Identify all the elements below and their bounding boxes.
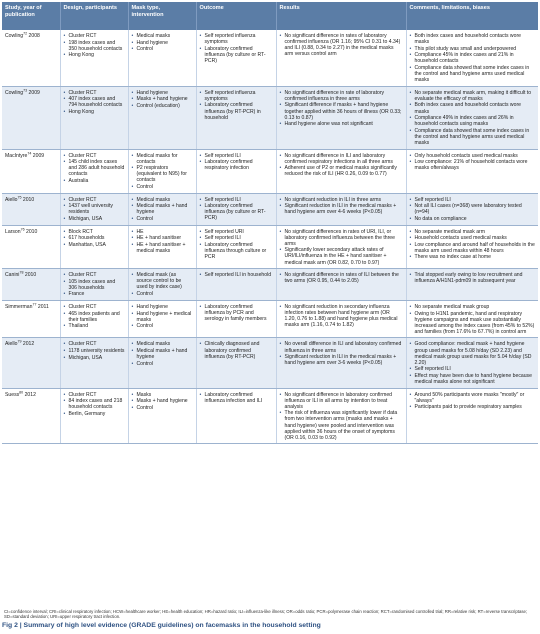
results-item: • No overall difference in ILI and laboratory confirmed influenza in three arms xyxy=(280,341,403,353)
design-item: • 465 index patients and their families xyxy=(64,311,125,323)
comments-cell xyxy=(406,225,538,269)
results-list xyxy=(280,304,403,328)
study-year: 2012 xyxy=(24,391,36,398)
outcome-cell xyxy=(196,300,276,337)
design-item: • Australia xyxy=(64,178,125,184)
mask-type-item: • Control xyxy=(132,184,193,190)
comments-list xyxy=(410,33,536,83)
study-author: Larson xyxy=(5,228,21,235)
mask-type-item: • Medical masks xyxy=(132,341,193,347)
design-list xyxy=(64,392,125,417)
outcome-item: • Laboratory confirmed influenza by PCR and serology in family members xyxy=(200,304,273,322)
mask-type-list xyxy=(132,272,193,297)
comments-list xyxy=(410,392,536,411)
outcome-cell xyxy=(196,388,276,444)
mask-type-item: • Control xyxy=(132,323,193,329)
mask-type-cell xyxy=(128,338,196,388)
reference-number: 76 xyxy=(20,226,25,231)
comments-item: • Compliance data showed that some index cases in the control and hand hygiene arms used medical masks xyxy=(410,128,536,146)
results-list xyxy=(280,197,403,216)
results-list xyxy=(280,392,403,441)
mask-type-item: • Control xyxy=(132,405,193,411)
results-cell xyxy=(276,300,406,337)
mask-type-item: • Masks + hand hygiene xyxy=(132,398,193,404)
mask-type-item: • Control xyxy=(132,46,193,52)
design-item: • Michigan, USA xyxy=(64,216,125,222)
mask-type-cell xyxy=(128,269,196,301)
mask-type-list xyxy=(132,33,193,52)
outcome-list xyxy=(200,341,273,359)
comments-list xyxy=(410,90,536,146)
outcome-list xyxy=(200,197,273,222)
outcome-item: • Self reported ILI xyxy=(200,197,273,203)
design-item: • Hong Kong xyxy=(64,109,125,115)
mask-type-item: • Medical masks xyxy=(132,33,193,39)
comments-item: • There was no index case at home xyxy=(410,254,536,260)
results-item: • Hand hygiene alone was not significant xyxy=(280,121,403,127)
mask-type-list xyxy=(132,341,193,366)
study-year: 2009 xyxy=(28,89,40,96)
design-item: • Cluster RCT xyxy=(64,304,125,310)
outcome-item: • Self reported ILI in household xyxy=(200,272,273,278)
study-author: Suess xyxy=(5,391,20,398)
results-cell xyxy=(276,86,406,149)
mask-type-item: • Hand hygiene + medical masks xyxy=(132,311,193,323)
outcome-item: • Laboratory confirmed influenza through culture or PCR xyxy=(200,242,273,260)
mask-type-item: • HE + hand sanitiser xyxy=(132,235,193,241)
comments-item: • This pilot study was small and underpowered xyxy=(410,46,536,52)
mask-type-item: • HE + hand sanitiser + medical masks xyxy=(132,242,193,254)
design-item: • 617 households xyxy=(64,235,125,241)
results-list xyxy=(280,153,403,178)
results-cell xyxy=(276,225,406,269)
comments-item: • Not all ILI cases (n=368) were laboratory tested (n=94) xyxy=(410,203,536,215)
study-author: MacIntyre xyxy=(5,152,28,159)
mask-type-cell xyxy=(128,300,196,337)
design-cell xyxy=(60,30,128,86)
comments-item: • Self reported ILI xyxy=(410,197,536,203)
mask-type-item: • Medical masks + hand hygiene xyxy=(132,348,193,360)
design-list xyxy=(64,33,125,58)
design-item: • Manhattan, USA xyxy=(64,242,125,248)
comments-list xyxy=(410,341,536,385)
mask-type-list xyxy=(132,197,193,222)
table-row xyxy=(2,225,538,269)
comments-item: • Both index cases and household contacts wore masks xyxy=(410,102,536,114)
comments-item: • Low compliance and around half of households in the masks arm used masks within 48 hours xyxy=(410,242,536,254)
results-item: • No significant difference in ILI and laboratory confirmed respiratory infections in all three arms xyxy=(280,153,403,165)
study-cell xyxy=(2,225,60,269)
study-cell xyxy=(2,193,60,225)
mask-type-item: • HE xyxy=(132,229,193,235)
comments-cell xyxy=(406,86,538,149)
study-year: 2012 xyxy=(22,341,35,348)
design-item: • 407 index cases and 794 household contacts xyxy=(64,96,125,108)
study-year: 2010 xyxy=(24,272,37,279)
column-header: Comments, limitations, biases xyxy=(406,2,538,30)
design-list xyxy=(64,197,125,222)
outcome-item: • Laboratory confirmed influenza (by culture or RT-PCR) xyxy=(200,46,273,64)
results-item: • No significant reduction in ILI in three arms xyxy=(280,197,403,203)
results-item: • No significant difference in rates of ILI between the two arms (OR 0.95, 0.44 to 2.05) xyxy=(280,272,403,284)
design-item: • Michigan, USA xyxy=(64,355,125,361)
column-header: Mask type, intervention xyxy=(128,2,196,30)
outcome-list xyxy=(200,304,273,322)
mask-type-cell xyxy=(128,30,196,86)
study-author: Aiello xyxy=(5,196,18,203)
mask-type-list xyxy=(132,90,193,109)
study-year: 2008 xyxy=(28,33,40,39)
design-cell xyxy=(60,193,128,225)
mask-type-item: • Hand hygiene xyxy=(132,304,193,310)
outcome-list xyxy=(200,272,273,278)
design-item: • Berlin, Germany xyxy=(64,411,125,417)
design-item: • Cluster RCT xyxy=(64,33,125,39)
results-item: • No significant difference in rates of laboratory confirmed influenza (OR 1.16; 95% CI 0.31 to 4.34) and ILI (0.88, 0.34 to 2.27) in the medical masks arm versus control arm xyxy=(280,33,403,57)
design-item: • 1178 university residents xyxy=(64,348,125,354)
design-item: • 198 index cases and 350 household contacts xyxy=(64,40,125,52)
comments-cell xyxy=(406,193,538,225)
design-item: • Cluster RCT xyxy=(64,153,125,159)
design-list xyxy=(64,341,125,360)
column-header: Study, year of publication xyxy=(2,2,60,30)
comments-item: • No data on compliance xyxy=(410,216,536,222)
mask-type-list xyxy=(132,392,193,411)
comments-cell xyxy=(406,300,538,337)
design-item: • 1437 well university residents xyxy=(64,203,125,215)
study-year: 2010 xyxy=(22,196,35,203)
design-cell xyxy=(60,269,128,301)
study-cell xyxy=(2,269,60,301)
results-item: • Adherent use of P2 or medical masks significantly reduced the risk of ILI (HR 0.26, 0.09 to 0.77) xyxy=(280,165,403,177)
outcome-item: • Self reported ILI xyxy=(200,153,273,159)
study-author: Canini xyxy=(5,272,20,279)
table-header xyxy=(2,2,538,30)
comments-list xyxy=(410,229,536,261)
outcome-cell xyxy=(196,86,276,149)
outcome-cell xyxy=(196,269,276,301)
study-cell xyxy=(2,338,60,388)
comments-item: • Compliance 49% in index cases and 26% in household contacts using masks xyxy=(410,115,536,127)
design-cell xyxy=(60,225,128,269)
column-header: Outcome xyxy=(196,2,276,30)
design-item: • Cluster RCT xyxy=(64,341,125,347)
results-item: • No significant reduction in secondary influenza infection rates between hand hygiene arm (OR 1.20, 0.76 to 1.88) and hand hygiene plus medical masks arm (1.16, 0.74 to 1.82) xyxy=(280,304,403,328)
design-cell xyxy=(60,86,128,149)
mask-type-item: • Control xyxy=(132,361,193,367)
comments-item: • No separate medical mask group xyxy=(410,304,536,310)
comments-list xyxy=(410,304,536,335)
study-author: Cowling xyxy=(5,33,24,39)
comments-item: • Participants paid to provide respiratory samples xyxy=(410,404,536,410)
study-cell xyxy=(2,149,60,193)
results-list xyxy=(280,341,403,366)
outcome-item: • Laboratory confirmed respiratory infection xyxy=(200,159,273,171)
outcome-item: • Laboratory confirmed influenza (by culture or RT-PCR) xyxy=(200,203,273,221)
design-cell xyxy=(60,149,128,193)
table-row xyxy=(2,338,538,388)
design-cell xyxy=(60,388,128,444)
design-item: • France xyxy=(64,291,125,297)
outcome-item: • Self reported influenza symptoms xyxy=(200,33,273,45)
outcome-item: • Laboratory confirmed influenza (by RT-PCR) in household xyxy=(200,102,273,120)
study-author: Aiello xyxy=(5,341,18,348)
comments-item: • Compliance data showed that some index cases in the control and hand hygiene arms used medical masks xyxy=(410,65,536,83)
reference-number: 73 xyxy=(23,88,28,93)
outcome-list xyxy=(200,153,273,172)
outcome-item: • Self reported URI xyxy=(200,229,273,235)
reference-number: 72 xyxy=(23,31,28,36)
results-list xyxy=(280,90,403,128)
mask-type-list xyxy=(132,153,193,191)
design-item: • Cluster RCT xyxy=(64,197,125,203)
results-item: • The risk of influenza was significantly lower if data from two intervention arms (masks and masks + hand hygiene) were pooled and intervention was applied within 36 hours of the onset of symptoms (OR 0.16, 0.03 to 0.92) xyxy=(280,410,403,440)
results-item: • Significant reduction in ILI in the medical masks + hand hygiene arm over 3-6 weeks (P<0.05) xyxy=(280,354,403,366)
comments-item: • Low compliance: 21% of household contacts wore masks often/always xyxy=(410,159,536,171)
outcome-item: • Clinically diagnosed and laboratory confirmed influenza (by RT-PCR) xyxy=(200,341,273,359)
comments-cell xyxy=(406,149,538,193)
results-cell xyxy=(276,388,406,444)
study-cell xyxy=(2,300,60,337)
mask-type-item: • Masks xyxy=(132,392,193,398)
study-cell xyxy=(2,86,60,149)
study-year: 2009 xyxy=(32,152,45,159)
results-item: • Significant reduction in ILI in the medical masks + hand hygiene arm over 4-6 weeks (P<0.05) xyxy=(280,203,403,215)
comments-item: • Effect may have been due to hand hygiene because medical masks alone not significant xyxy=(410,373,536,385)
mask-type-cell xyxy=(128,149,196,193)
results-cell xyxy=(276,338,406,388)
study-year: 2011 xyxy=(37,303,49,310)
reference-number: 80 xyxy=(19,389,24,394)
study-author: Simmerman xyxy=(5,303,33,310)
mask-type-item: • Medical masks for contacts xyxy=(132,153,193,165)
design-list xyxy=(64,153,125,184)
design-list xyxy=(64,229,125,248)
mask-type-item: • Medical masks + hand hygiene xyxy=(132,203,193,215)
comments-list xyxy=(410,153,536,172)
results-list xyxy=(280,33,403,57)
table-row xyxy=(2,86,538,149)
outcome-cell xyxy=(196,225,276,269)
results-cell xyxy=(276,193,406,225)
design-cell xyxy=(60,338,128,388)
study-year: 2010 xyxy=(26,228,38,235)
results-item: • No significant difference in laboratory confirmed influenza or ILI in all arms by intention to treat analysis xyxy=(280,392,403,410)
outcome-item: • Self reported ILI xyxy=(200,235,273,241)
mask-type-list xyxy=(132,304,193,329)
mask-type-item: • Medical masks xyxy=(132,197,193,203)
comments-cell xyxy=(406,30,538,86)
results-list xyxy=(280,272,403,284)
design-cell xyxy=(60,300,128,337)
mask-type-item: • Control (education) xyxy=(132,103,193,109)
results-item: • Significant difference if masks + hand hygiene together applied within 36 hours of illness (OR 0.33; 0.13 to 0.87) xyxy=(280,102,403,120)
comments-item: • Self reported ILI xyxy=(410,366,536,372)
mask-type-item: • Control xyxy=(132,216,193,222)
outcome-item: • Self reported influenza symptoms xyxy=(200,90,273,102)
table-row xyxy=(2,30,538,86)
design-item: • Block RCT xyxy=(64,229,125,235)
comments-item: • Both index cases and household contacts wore masks xyxy=(410,33,536,45)
evidence-table xyxy=(2,2,538,444)
design-item: • 145 child index cases and 286 adult household contacts xyxy=(64,159,125,177)
comments-item: • Good compliance: medical mask + hand hygiene group used masks for 5.08 h/day (SD 2.23) and medical mask group used masks for 5.04 h/day (SD 2.20) xyxy=(410,341,536,365)
design-item: • 105 index cases and 306 households xyxy=(64,279,125,291)
mask-type-item: • P2 respirators (equivalent to N95) for contacts xyxy=(132,165,193,183)
comments-item: • Only household contacts used medical masks xyxy=(410,153,536,159)
mask-type-cell xyxy=(128,193,196,225)
comments-item: • No separate medical mask arm, making it difficult to evaluate the efficacy of masks xyxy=(410,90,536,102)
mask-type-item: • Hand hygiene xyxy=(132,90,193,96)
design-item: • Cluster RCT xyxy=(64,392,125,398)
results-cell xyxy=(276,269,406,301)
mask-type-item: • Control xyxy=(132,291,193,297)
study-cell xyxy=(2,388,60,444)
figure-caption: Fig 2 | Summary of high level evidence (GRADE guidelines) on facemasks in the household setting xyxy=(2,622,321,629)
comments-item: • No separate medical mask arm xyxy=(410,229,536,235)
mask-type-cell xyxy=(128,225,196,269)
table-row xyxy=(2,269,538,301)
design-list xyxy=(64,272,125,297)
mask-type-cell xyxy=(128,388,196,444)
table-row xyxy=(2,149,538,193)
mask-type-list xyxy=(132,229,193,254)
study-cell xyxy=(2,30,60,86)
design-item: • Cluster RCT xyxy=(64,90,125,96)
results-item: • No significant difference in rate of laboratory confirmed influenza in three arms xyxy=(280,90,403,102)
outcome-cell xyxy=(196,193,276,225)
comments-cell xyxy=(406,388,538,444)
mask-type-item: • Masks + hand hygiene xyxy=(132,96,193,102)
table-row xyxy=(2,193,538,225)
abbreviations-note: CI=confidence interval; CRI=clinical respiratory infection; HCW=healthcare worker; HE=health education; HR=hazard ratio; ILI=influenza-like illness; OR=odds ratio; PCR=polymerase chain reaction; RCT=randomised controlled trial; RR=relative risk; RT=reverse transcriptase; SD=standard deviation; URI=upper respiratory tract infection. xyxy=(4,609,528,620)
study-author: Cowling xyxy=(5,89,24,96)
outcome-cell xyxy=(196,30,276,86)
comments-item: • Household contacts used medical masks xyxy=(410,235,536,241)
comments-item: • Trial stopped early owing to low recruitment and influenza A/H1N1-pdm09 in subsequent year xyxy=(410,272,536,284)
reference-number: 77 xyxy=(32,302,37,307)
mask-type-item: • Medical mask (as source control to be used by index case) xyxy=(132,272,193,290)
reference-number: 78 xyxy=(19,270,24,275)
comments-list xyxy=(410,197,536,222)
outcome-cell xyxy=(196,149,276,193)
mask-type-cell xyxy=(128,86,196,149)
results-item: • No significant differences in rates of URI, ILI, or laboratory confirmed influenza between the three arms xyxy=(280,229,403,247)
design-item: • Hong Kong xyxy=(64,52,125,58)
design-item: • Cluster RCT xyxy=(64,272,125,278)
table-row xyxy=(2,388,538,444)
outcome-list xyxy=(200,229,273,260)
table-row xyxy=(2,300,538,337)
comments-item: • Around 50% participants wore masks "mostly" or "always" xyxy=(410,392,536,404)
results-item: • Significantly lower secondary attack rates of URI/ILI/influenza in the HE + hand sanitiser + medical mask arm (OR 0.82, 0.70 to 0.97) xyxy=(280,247,403,265)
comments-list xyxy=(410,272,536,284)
comments-item: • Owing to H1N1 pandemic, hand and respiratory hygiene campaigns and mask use substantially increased among the index cases (from 45% to 52%) and families (from 17.6% to 67.7%) in control arm xyxy=(410,311,536,335)
design-list xyxy=(64,304,125,329)
reference-number: 79 xyxy=(17,339,22,344)
outcome-list xyxy=(200,90,273,121)
results-cell xyxy=(276,149,406,193)
results-list xyxy=(280,229,403,266)
comments-item: • Compliance 45% in index cases and 21% in household contacts xyxy=(410,52,536,64)
column-header: Results xyxy=(276,2,406,30)
reference-number: 75 xyxy=(17,194,22,199)
mask-type-item: • Hand hygiene xyxy=(132,40,193,46)
outcome-cell xyxy=(196,338,276,388)
reference-number: 74 xyxy=(27,150,32,155)
design-item: • 84 index cases and 218 household contacts xyxy=(64,398,125,410)
outcome-item: • Laboratory confirmed influenza infection and ILI xyxy=(200,392,273,404)
design-list xyxy=(64,90,125,115)
design-item: • Thailand xyxy=(64,323,125,329)
results-cell xyxy=(276,30,406,86)
comments-cell xyxy=(406,269,538,301)
column-header: Design, participants xyxy=(60,2,128,30)
outcome-list xyxy=(200,33,273,64)
outcome-list xyxy=(200,392,273,404)
comments-cell xyxy=(406,338,538,388)
table-body xyxy=(2,30,538,444)
